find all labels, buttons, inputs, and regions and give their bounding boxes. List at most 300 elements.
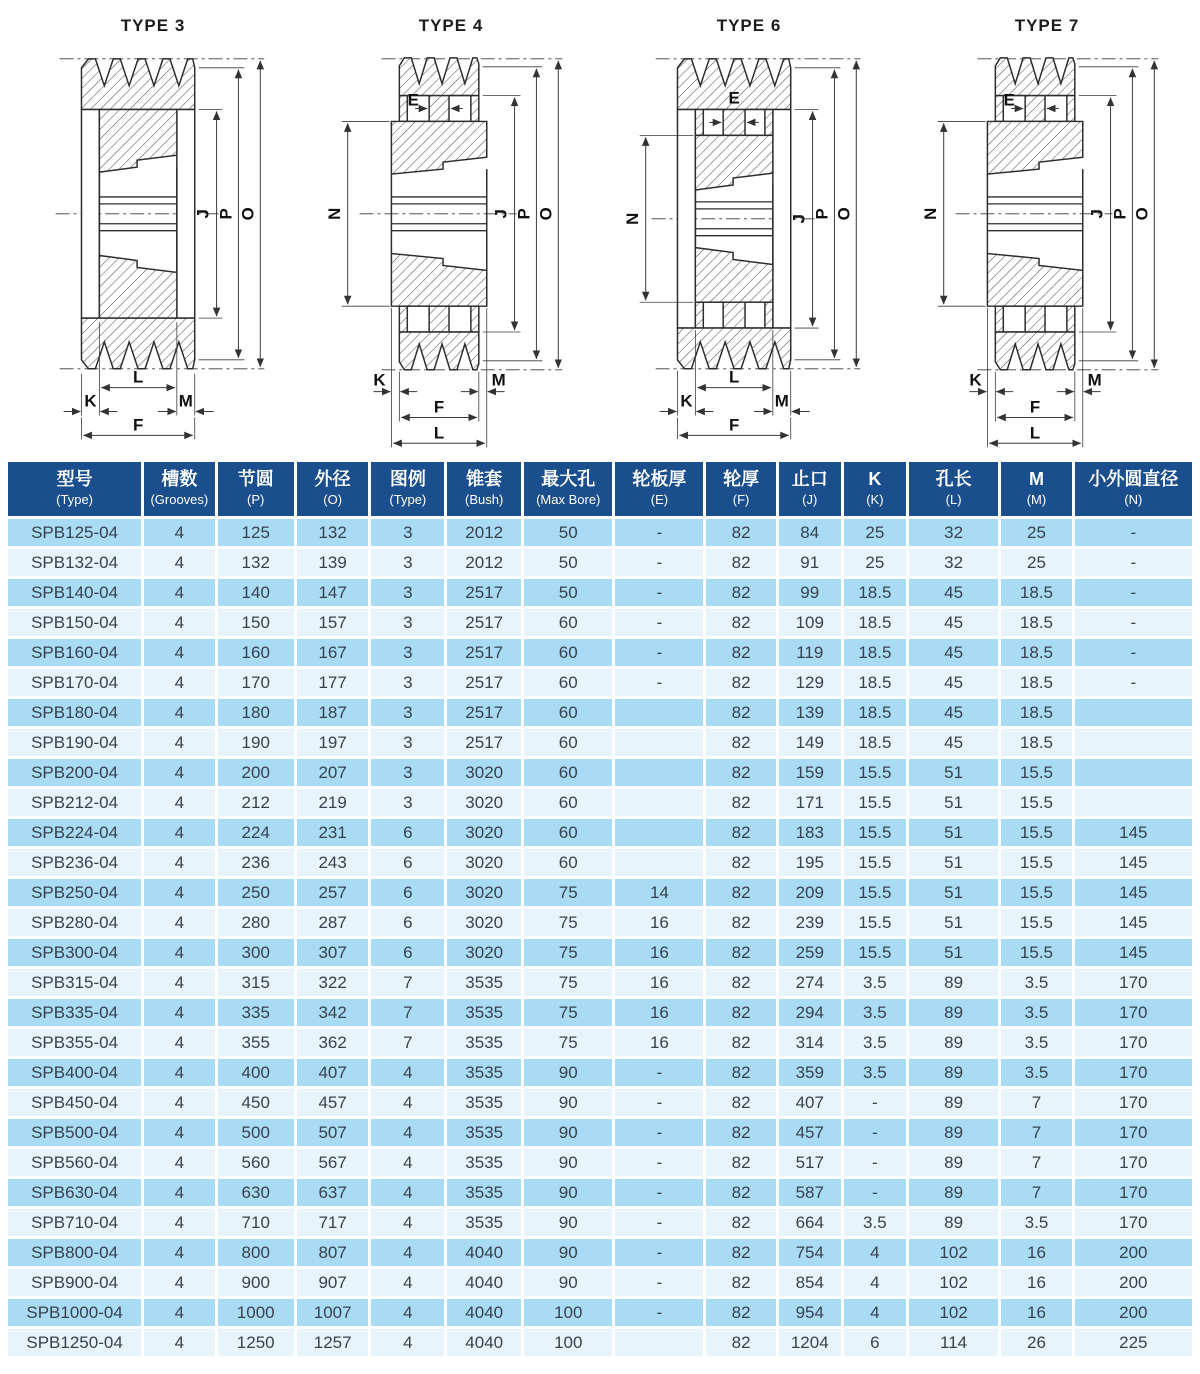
cell: 119: [779, 639, 844, 666]
cell: 60: [524, 669, 615, 696]
table-row: [8, 1329, 1192, 1356]
cell: 82: [706, 699, 778, 726]
cell: SPB280-04: [8, 909, 144, 936]
table-row: [8, 519, 1192, 546]
dim-label-p: P: [812, 208, 832, 220]
cell: 15.5: [1001, 849, 1074, 876]
cell: 90: [524, 1089, 615, 1116]
cell: 7: [371, 969, 447, 996]
dim-label-m: M: [178, 391, 193, 411]
cell: 190: [218, 729, 297, 756]
cell: 82: [706, 1179, 778, 1206]
cell: 145: [1075, 939, 1192, 966]
cell: 2517: [447, 669, 524, 696]
cell: 4: [371, 1299, 447, 1326]
cell: 322: [297, 969, 372, 996]
cell: -: [844, 1089, 909, 1116]
cell: 51: [909, 909, 1001, 936]
cell: 82: [706, 1239, 778, 1266]
cell: 457: [297, 1089, 372, 1116]
cell: 236: [218, 849, 297, 876]
cell: 82: [706, 849, 778, 876]
dim-label-l: L: [1029, 423, 1041, 443]
table-row: [8, 879, 1192, 906]
pulley-drawing-type-3: [4, 38, 302, 455]
cell: SPB560-04: [8, 1149, 144, 1176]
cell: 2517: [447, 699, 524, 726]
cell: 3.5: [844, 999, 909, 1026]
cell: 15.5: [1001, 819, 1074, 846]
dim-label-o: O: [834, 207, 854, 221]
diagram-type-7: [898, 6, 1196, 455]
cell: 45: [909, 579, 1001, 606]
diagram-title: TYPE 7: [1014, 16, 1080, 35]
table-row: [8, 849, 1192, 876]
cell: 90: [524, 1059, 615, 1086]
cell: 4: [144, 939, 217, 966]
cell: 15.5: [1001, 789, 1074, 816]
cell: 132: [297, 519, 372, 546]
cell: 7: [371, 1029, 447, 1056]
cell: 3020: [447, 909, 524, 936]
cell: -: [1075, 519, 1192, 546]
cell: 6: [371, 909, 447, 936]
column-header: 节圆 (P): [218, 462, 297, 516]
cell: -: [615, 639, 706, 666]
cell: 195: [779, 849, 844, 876]
cell: 3020: [447, 879, 524, 906]
cell: 4040: [447, 1269, 524, 1296]
cell: 4: [144, 729, 217, 756]
cell: 567: [297, 1149, 372, 1176]
cell: 139: [297, 549, 372, 576]
cell: 3: [371, 609, 447, 636]
dim-label-p: P: [514, 208, 534, 220]
cell: 82: [706, 909, 778, 936]
cell: 18.5: [844, 699, 909, 726]
cell: 89: [909, 1149, 1001, 1176]
cell: SPB200-04: [8, 759, 144, 786]
dim-label-m: M: [1087, 370, 1102, 390]
cell: 89: [909, 1029, 1001, 1056]
cell: 3.5: [844, 1209, 909, 1236]
cell: -: [1075, 549, 1192, 576]
cell: 335: [218, 999, 297, 1026]
cell: 15.5: [1001, 909, 1074, 936]
cell: 1257: [297, 1329, 372, 1356]
cell: 90: [524, 1179, 615, 1206]
cell: 274: [779, 969, 844, 996]
cell: 3020: [447, 819, 524, 846]
dim-label-o: O: [1132, 207, 1152, 221]
column-header: 孔长 (L): [909, 462, 1001, 516]
cell: 15.5: [844, 939, 909, 966]
cell: 18.5: [1001, 579, 1074, 606]
cell: [1075, 789, 1192, 816]
cell: 89: [909, 1119, 1001, 1146]
dim-label-k: K: [969, 370, 982, 390]
table-row: [8, 999, 1192, 1026]
table-row: [8, 789, 1192, 816]
dim-label-m: M: [774, 391, 789, 411]
diagram-type-3: [4, 6, 302, 455]
cell: 4: [371, 1149, 447, 1176]
cell: 225: [1075, 1329, 1192, 1356]
cell: 359: [779, 1059, 844, 1086]
cell: 3535: [447, 999, 524, 1026]
table-row: [8, 549, 1192, 576]
cell: 167: [297, 639, 372, 666]
cell: 75: [524, 879, 615, 906]
cell: -: [615, 1149, 706, 1176]
table-section: [0, 455, 1200, 1365]
dim-label-e: E: [407, 90, 419, 110]
cell: SPB170-04: [8, 669, 144, 696]
cell: SPB250-04: [8, 879, 144, 906]
cell: 32: [909, 549, 1001, 576]
cell: 2517: [447, 729, 524, 756]
table-row: [8, 1179, 1192, 1206]
cell: 3535: [447, 1179, 524, 1206]
cell: -: [615, 669, 706, 696]
diagram-type-4: [302, 6, 600, 455]
cell: 4: [144, 789, 217, 816]
cell: 4040: [447, 1299, 524, 1326]
cell: 125: [218, 519, 297, 546]
cell: 243: [297, 849, 372, 876]
cell: 4: [371, 1239, 447, 1266]
cell: 4: [144, 1179, 217, 1206]
cell: 82: [706, 1329, 778, 1356]
cell: SPB1250-04: [8, 1329, 144, 1356]
cell: [615, 1329, 706, 1356]
dim-label-j: J: [1087, 209, 1107, 219]
cell: [615, 699, 706, 726]
cell: 90: [524, 1119, 615, 1146]
cell: 18.5: [1001, 609, 1074, 636]
cell: 664: [779, 1209, 844, 1236]
cell: 4: [371, 1329, 447, 1356]
cell: 102: [909, 1299, 1001, 1326]
cell: 4: [144, 1149, 217, 1176]
cell: 4: [144, 1299, 217, 1326]
dim-label-n: N: [920, 207, 940, 220]
cell: 18.5: [844, 669, 909, 696]
cell: 45: [909, 699, 1001, 726]
cell: 1007: [297, 1299, 372, 1326]
cell: SPB630-04: [8, 1179, 144, 1206]
cell: 16: [615, 1029, 706, 1056]
cell: 3535: [447, 1089, 524, 1116]
cell: 3535: [447, 1209, 524, 1236]
column-header: 外径 (O): [297, 462, 372, 516]
cell: 82: [706, 1059, 778, 1086]
cell: 15.5: [1001, 939, 1074, 966]
cell: [615, 789, 706, 816]
cell: 45: [909, 639, 1001, 666]
cell: 51: [909, 939, 1001, 966]
cell: 3020: [447, 789, 524, 816]
cell: 102: [909, 1239, 1001, 1266]
cell: 150: [218, 609, 297, 636]
cell: 2012: [447, 519, 524, 546]
cell: [615, 759, 706, 786]
cell: 90: [524, 1239, 615, 1266]
cell: 132: [218, 549, 297, 576]
cell: 89: [909, 1089, 1001, 1116]
table-row: [8, 759, 1192, 786]
cell: 4: [144, 699, 217, 726]
cell: 3020: [447, 939, 524, 966]
cell: 145: [1075, 909, 1192, 936]
table-row: [8, 639, 1192, 666]
cell: 91: [779, 549, 844, 576]
cell: 587: [779, 1179, 844, 1206]
cell: 75: [524, 909, 615, 936]
cell: -: [1075, 609, 1192, 636]
cell: 197: [297, 729, 372, 756]
cell: 4040: [447, 1329, 524, 1356]
cell: 50: [524, 519, 615, 546]
cell: 14: [615, 879, 706, 906]
cell: 51: [909, 849, 1001, 876]
cell: 2517: [447, 579, 524, 606]
header-row: [8, 462, 1192, 516]
cell: 314: [779, 1029, 844, 1056]
column-header: 止口 (J): [779, 462, 844, 516]
cell: 954: [779, 1299, 844, 1326]
cell: 507: [297, 1119, 372, 1146]
cell: 89: [909, 999, 1001, 1026]
cell: 170: [218, 669, 297, 696]
cell: 3.5: [1001, 999, 1074, 1026]
cell: 15.5: [844, 879, 909, 906]
spec-table: [8, 459, 1192, 1359]
dim-label-k: K: [84, 391, 97, 411]
cell: 250: [218, 879, 297, 906]
cell: 60: [524, 699, 615, 726]
cell: 4: [371, 1119, 447, 1146]
table-body: [8, 519, 1192, 1356]
cell: 18.5: [844, 609, 909, 636]
cell: -: [615, 1299, 706, 1326]
cell: -: [615, 579, 706, 606]
dim-label-e: E: [1003, 90, 1015, 110]
cell: 99: [779, 579, 844, 606]
cell: 16: [1001, 1299, 1074, 1326]
cell: 171: [779, 789, 844, 816]
pulley-drawing-type-6: [600, 38, 898, 455]
cell: 82: [706, 639, 778, 666]
cell: 170: [1075, 1179, 1192, 1206]
table-row: [8, 939, 1192, 966]
cell: SPB132-04: [8, 549, 144, 576]
cell: 3535: [447, 1149, 524, 1176]
cell: 3535: [447, 1059, 524, 1086]
cell: 4: [844, 1269, 909, 1296]
cell: 16: [1001, 1269, 1074, 1296]
cell: 60: [524, 609, 615, 636]
cell: 3.5: [1001, 969, 1074, 996]
cell: 257: [297, 879, 372, 906]
dim-label-j: J: [491, 209, 511, 219]
cell: 170: [1075, 1149, 1192, 1176]
cell: [615, 819, 706, 846]
cell: SPB140-04: [8, 579, 144, 606]
cell: 180: [218, 699, 297, 726]
cell: 560: [218, 1149, 297, 1176]
cell: 1250: [218, 1329, 297, 1356]
cell: -: [615, 519, 706, 546]
column-header: 图例 (Type): [371, 462, 447, 516]
cell: 807: [297, 1239, 372, 1266]
cell: 1000: [218, 1299, 297, 1326]
cell: 102: [909, 1269, 1001, 1296]
cell: 4: [144, 1269, 217, 1296]
cell: 32: [909, 519, 1001, 546]
cell: 25: [844, 519, 909, 546]
cell: 3.5: [844, 1029, 909, 1056]
cell: 149: [779, 729, 844, 756]
cell: 500: [218, 1119, 297, 1146]
column-header: 小外圆直径 (N): [1075, 462, 1192, 516]
column-header: 锥套 (Bush): [447, 462, 524, 516]
cell: 239: [779, 909, 844, 936]
cell: SPB150-04: [8, 609, 144, 636]
column-header: K (K): [844, 462, 909, 516]
cell: -: [844, 1119, 909, 1146]
dim-label-k: K: [373, 370, 386, 390]
cell: 3020: [447, 849, 524, 876]
table-row: [8, 609, 1192, 636]
cell: 139: [779, 699, 844, 726]
cell: 82: [706, 879, 778, 906]
cell: 170: [1075, 1119, 1192, 1146]
cell: SPB212-04: [8, 789, 144, 816]
cell: 224: [218, 819, 297, 846]
cell: SPB300-04: [8, 939, 144, 966]
cell: 209: [779, 879, 844, 906]
cell: 18.5: [844, 639, 909, 666]
cell: 15.5: [844, 759, 909, 786]
cell: -: [615, 609, 706, 636]
cell: 4: [144, 879, 217, 906]
cell: SPB190-04: [8, 729, 144, 756]
cell: 82: [706, 549, 778, 576]
table-row: [8, 969, 1192, 996]
cell: 45: [909, 669, 1001, 696]
cell: 6: [371, 849, 447, 876]
cell: 82: [706, 759, 778, 786]
table-row: [8, 1089, 1192, 1116]
cell: 170: [1075, 1089, 1192, 1116]
table-row: [8, 669, 1192, 696]
dim-label-f: F: [433, 397, 445, 417]
table-row: [8, 909, 1192, 936]
cell: 200: [218, 759, 297, 786]
diagram-type-6: [600, 6, 898, 455]
cell: -: [844, 1179, 909, 1206]
cell: 637: [297, 1179, 372, 1206]
cell: 4: [144, 639, 217, 666]
cell: 60: [524, 849, 615, 876]
cell: 100: [524, 1329, 615, 1356]
cell: 7: [371, 999, 447, 1026]
cell: 7: [1001, 1149, 1074, 1176]
cell: -: [615, 1089, 706, 1116]
cell: SPB900-04: [8, 1269, 144, 1296]
cell: 89: [909, 969, 1001, 996]
cell: 4: [144, 1329, 217, 1356]
cell: 3535: [447, 1029, 524, 1056]
column-header: 型号 (Type): [8, 462, 144, 516]
cell: 4: [144, 549, 217, 576]
cell: 259: [779, 939, 844, 966]
cell: -: [1075, 639, 1192, 666]
cell: 3: [371, 519, 447, 546]
cell: -: [1075, 669, 1192, 696]
cell: 362: [297, 1029, 372, 1056]
cell: 60: [524, 789, 615, 816]
cell: 4: [144, 1059, 217, 1086]
cell: 145: [1075, 849, 1192, 876]
cell: 294: [779, 999, 844, 1026]
cell: 114: [909, 1329, 1001, 1356]
cell: 200: [1075, 1239, 1192, 1266]
dim-label-f: F: [132, 415, 144, 435]
pulley-drawing-type-4: [302, 38, 600, 455]
cell: 200: [1075, 1299, 1192, 1326]
table-row: [8, 1149, 1192, 1176]
cell: 75: [524, 1029, 615, 1056]
cell: 2012: [447, 549, 524, 576]
cell: 18.5: [1001, 669, 1074, 696]
cell: SPB1000-04: [8, 1299, 144, 1326]
cell: [615, 729, 706, 756]
cell: 82: [706, 1029, 778, 1056]
cell: 4: [144, 669, 217, 696]
cell: SPB125-04: [8, 519, 144, 546]
table-row: [8, 819, 1192, 846]
cell: 82: [706, 669, 778, 696]
cell: 4: [144, 1089, 217, 1116]
column-header: 轮厚 (F): [706, 462, 778, 516]
cell: 82: [706, 939, 778, 966]
table-row: [8, 699, 1192, 726]
cell: 82: [706, 819, 778, 846]
cell: [1075, 759, 1192, 786]
cell: -: [1075, 579, 1192, 606]
cell: 82: [706, 969, 778, 996]
cell: 754: [779, 1239, 844, 1266]
cell: 18.5: [1001, 699, 1074, 726]
table-row: [8, 1269, 1192, 1296]
cell: 287: [297, 909, 372, 936]
cell: 3: [371, 789, 447, 816]
cell: 177: [297, 669, 372, 696]
cell: 4: [371, 1209, 447, 1236]
cell: 157: [297, 609, 372, 636]
cell: 900: [218, 1269, 297, 1296]
cell: 315: [218, 969, 297, 996]
cell: 517: [779, 1149, 844, 1176]
cell: 129: [779, 669, 844, 696]
cell: 82: [706, 1269, 778, 1296]
cell: 4: [371, 1179, 447, 1206]
dim-label-j: J: [193, 209, 213, 219]
cell: 89: [909, 1059, 1001, 1086]
cell: 355: [218, 1029, 297, 1056]
